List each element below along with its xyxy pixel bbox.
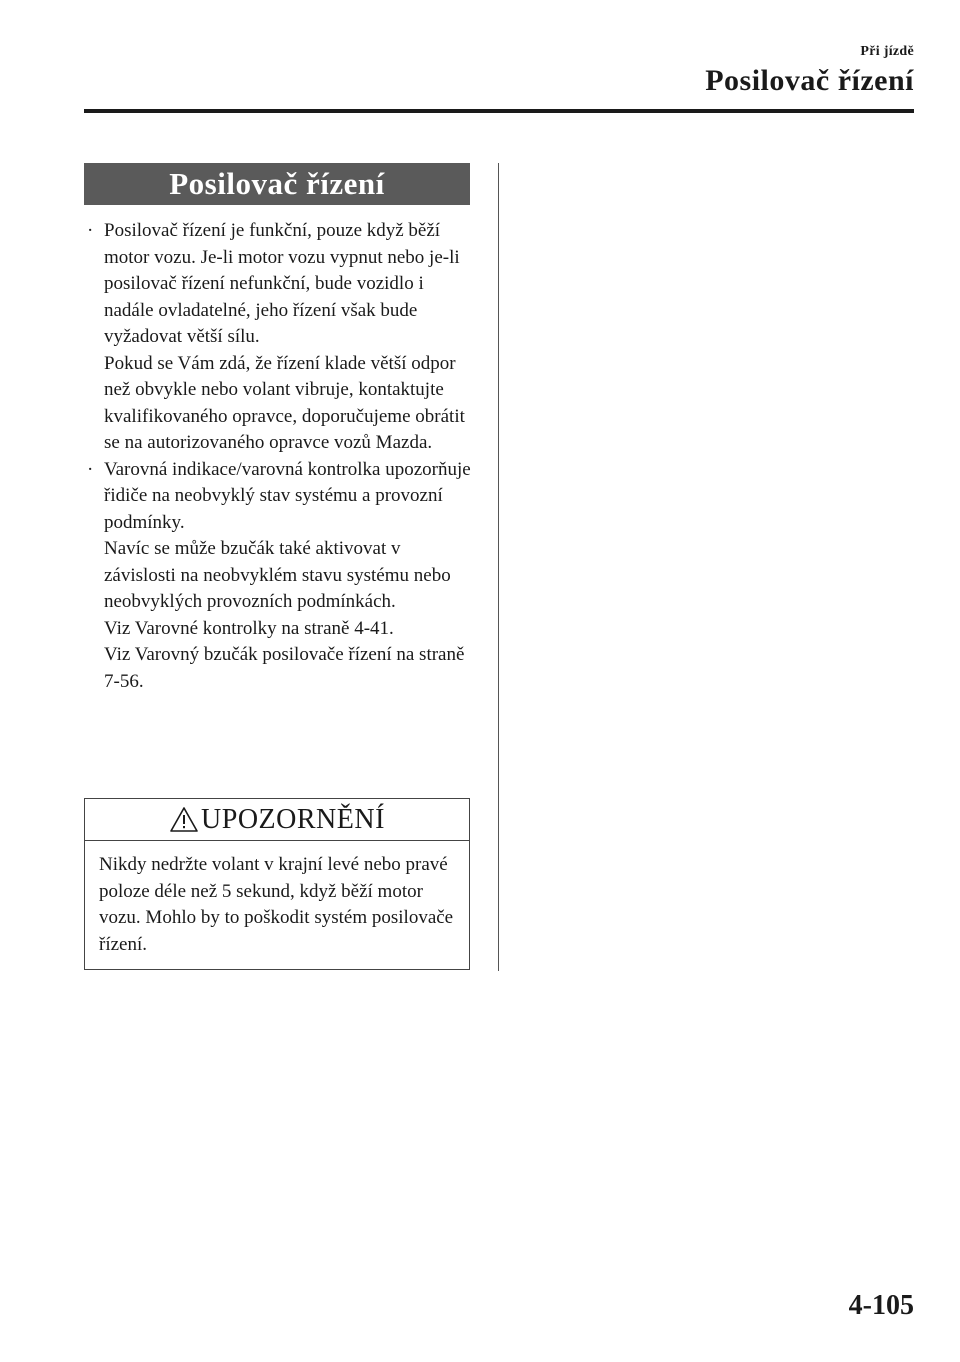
header-rule (84, 109, 914, 113)
caution-box (84, 798, 470, 970)
bullet-item (84, 218, 474, 457)
section-title-bar: Posilovač řízení (84, 163, 470, 205)
column-divider (498, 163, 499, 971)
page-number: 4-105 (848, 1290, 914, 1321)
bullet-paragraph: Pokud se Vám zdá, že řízení klade větší odpor než obvykle nebo volant vibruje, kontaktujte kvalifikovaného opravce, doporučujeme obrátit se na autorizovaného opravce vozů Mazda. (104, 352, 465, 453)
bullet-dot: · (87, 220, 94, 241)
bullet-paragraph: Varovná indikace/varovná kontrolka upozorňuje řidiče na neobvyklý stav systému a provozní podmínky. (104, 458, 471, 533)
bullet-paragraph: Navíc se může bzučák také aktivovat v závislosti na neobvyklém stavu systému nebo neobvyklých provozních podmínkách. (104, 538, 451, 612)
bullet-paragraph: Viz Varovné kontrolky na straně 4-41. (104, 617, 394, 639)
header-chapter: Při jízdě (860, 44, 914, 59)
bullet-paragraph: Posilovač řízení je funkční, pouze když běží motor vozu. Je-li motor vozu vypnut nebo je-li posilovač řízení nefunkční, bude vozidlo i nadále ovladatelné, jeho řízení však bude vyžadovat větší sílu. (104, 220, 460, 347)
warning-triangle-icon (169, 806, 199, 833)
caution-title: UPOZORNĚNÍ (201, 803, 385, 835)
caution-header (85, 799, 469, 841)
caution-text: Nikdy nedržte volant v krajní levé nebo pravé poloze déle než 5 sekund, když běží motor vozu. Mohlo by to poškodit systém posilovače řízení. (99, 854, 454, 955)
content-column (84, 218, 474, 695)
bullet-dot: · (87, 458, 94, 480)
bullet-paragraph: Viz Varovný bzučák posilovače řízení na straně 7-56. (104, 644, 465, 692)
bullet-item (84, 457, 474, 696)
header-title: Posilovač řízení (705, 64, 914, 97)
